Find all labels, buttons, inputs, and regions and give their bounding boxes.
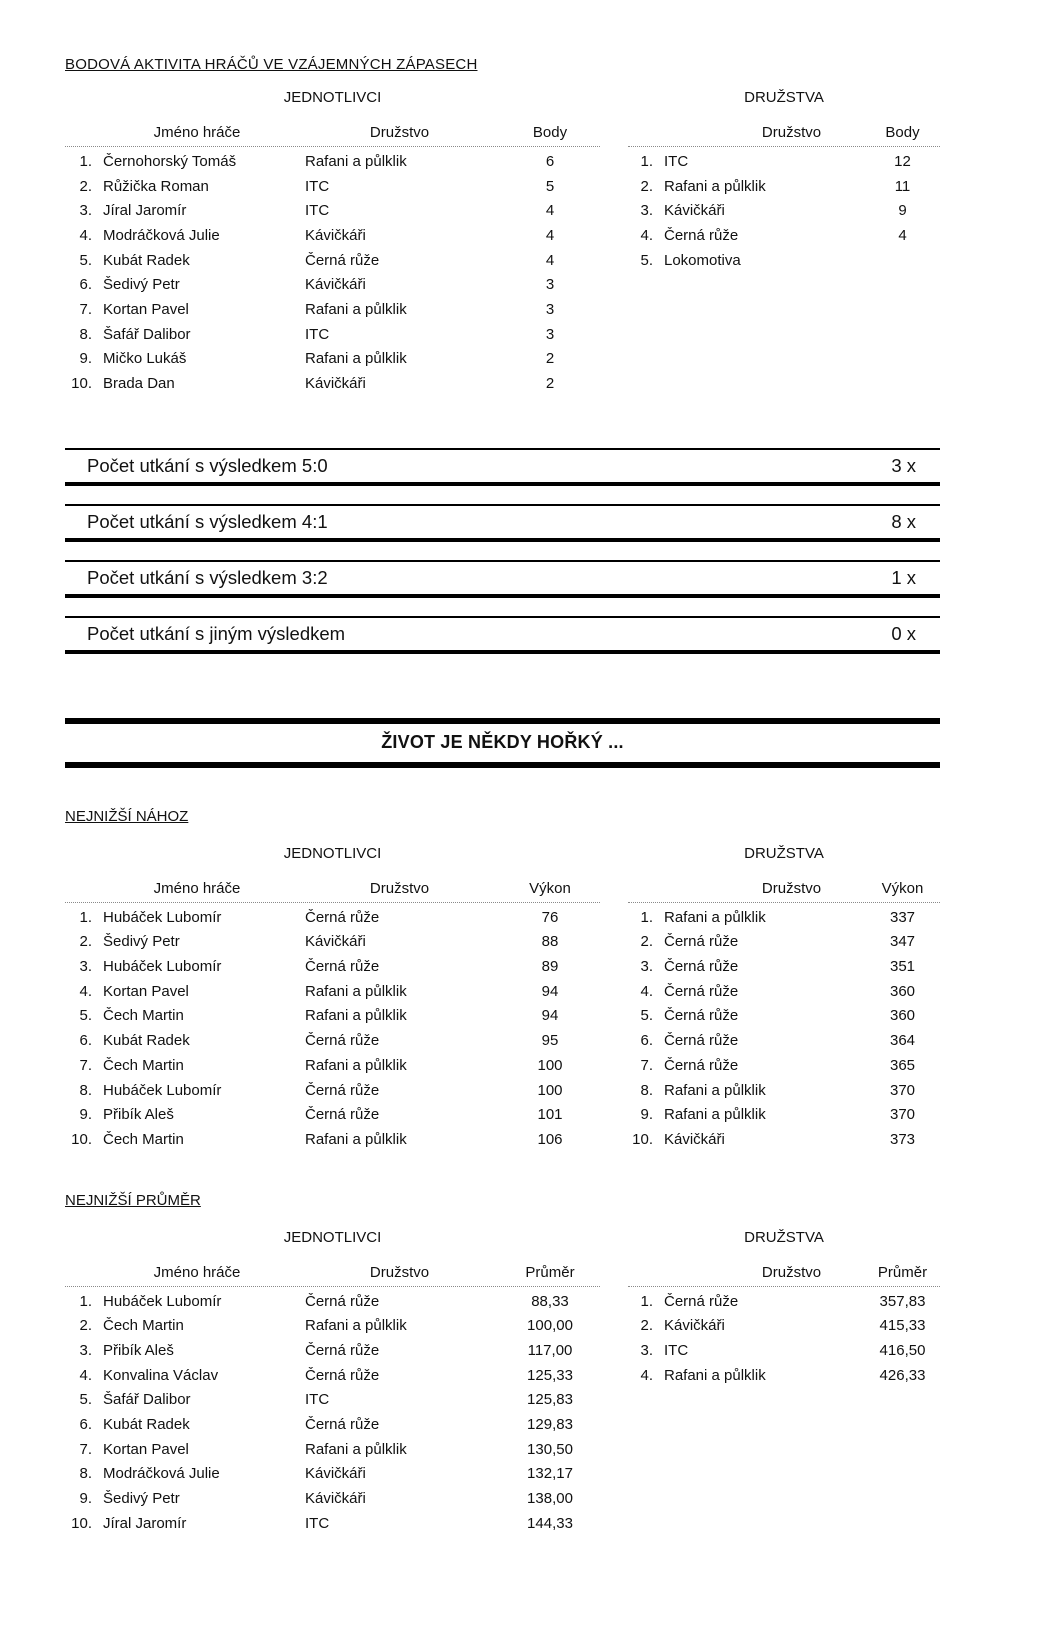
table-row <box>65 1486 600 1511</box>
table-row <box>65 1004 600 1029</box>
row-value: 94 <box>541 982 559 1000</box>
row-rank: 4. <box>640 1366 653 1384</box>
row-rank: 7. <box>79 300 92 318</box>
column-header-average: Průměr <box>877 1263 928 1281</box>
row-team: Rafani a půlklik <box>305 300 407 318</box>
row-value: 101 <box>537 1106 563 1124</box>
row-value: 347 <box>889 933 916 951</box>
row-team: ITC <box>305 325 330 343</box>
row-team: Černá růže <box>305 1341 380 1359</box>
column-header-player-name: Jméno hráče <box>153 1263 241 1281</box>
table-row <box>628 198 940 223</box>
banner-row <box>65 448 940 486</box>
table-row <box>65 322 600 347</box>
row-value: 129,83 <box>527 1416 573 1434</box>
table-row <box>628 905 940 930</box>
table-row <box>65 371 600 396</box>
row-team: Černá růže <box>305 958 380 976</box>
row-player-name: Kortan Pavel <box>103 300 189 318</box>
average-individuals-table <box>65 1264 600 1536</box>
throw-teams-table <box>628 880 940 1152</box>
row-rank: 3. <box>640 202 653 220</box>
row-player-name: Kubát Radek <box>103 1032 190 1050</box>
row-team: Kávičkáři <box>305 1465 366 1483</box>
row-rank: 8. <box>79 1465 92 1483</box>
table-row <box>65 1363 600 1388</box>
row-rank: 7. <box>79 1440 92 1458</box>
row-rank: 5. <box>640 1007 653 1025</box>
throw-teams-column <box>628 845 940 1152</box>
row-value: 125,83 <box>527 1391 573 1409</box>
row-player-name: Hubáček Lubomír <box>103 908 222 926</box>
table-row <box>65 1462 600 1487</box>
table-row <box>65 1388 600 1413</box>
row-team: Kávičkáři <box>664 1130 725 1148</box>
row-rank: 10. <box>71 1514 92 1532</box>
table-row <box>65 1028 600 1053</box>
throw-individuals-table <box>65 880 600 1152</box>
row-rank: 9. <box>79 1106 92 1124</box>
section-divider-title: ŽIVOT JE NĚKDY HOŘKÝ ... <box>65 718 940 768</box>
row-team: Černá růže <box>664 933 739 951</box>
row-value: 364 <box>889 1032 916 1050</box>
column-header-team: Družstvo <box>369 124 430 141</box>
row-player-name: Hubáček Lubomír <box>103 958 222 976</box>
row-value: 100 <box>537 1081 563 1099</box>
row-team: ITC <box>305 177 330 195</box>
row-value: 100 <box>537 1056 563 1074</box>
row-rank: 2. <box>79 1317 92 1335</box>
row-value: 416,50 <box>879 1341 926 1359</box>
banner-row <box>65 560 940 598</box>
table-row <box>628 1004 940 1029</box>
row-team: Černá růže <box>305 1032 380 1050</box>
table-header-row <box>65 1264 600 1287</box>
row-team: Rafani a půlklik <box>305 350 407 368</box>
lowest-throw-section <box>65 845 940 1152</box>
table-row <box>628 174 940 199</box>
table-row <box>65 1511 600 1536</box>
row-rank: 4. <box>79 1366 92 1384</box>
table-row <box>65 248 600 273</box>
row-player-name: Šedivý Petr <box>103 1490 180 1508</box>
row-rank: 5. <box>640 251 653 269</box>
row-player-name: Kortan Pavel <box>103 982 189 1000</box>
table-row <box>65 1338 600 1363</box>
row-value: 2 <box>545 350 555 368</box>
row-team: ITC <box>305 1514 330 1532</box>
row-value: 132,17 <box>527 1465 573 1483</box>
table-row <box>628 1313 940 1338</box>
row-value: 370 <box>889 1106 916 1124</box>
banner-label: Počet utkání s výsledkem 3:2 <box>87 566 328 588</box>
row-value: 426,33 <box>879 1366 926 1384</box>
row-rank: 4. <box>79 226 92 244</box>
table-row <box>628 1102 940 1127</box>
teams-heading: DRUŽSTVA <box>744 844 824 862</box>
row-rank: 4. <box>79 982 92 1000</box>
row-team: Rafani a půlklik <box>664 1106 766 1124</box>
table-row <box>65 1102 600 1127</box>
row-team: Rafani a půlklik <box>305 1130 407 1148</box>
table-row <box>628 223 940 248</box>
table-row <box>628 979 940 1004</box>
table-row <box>65 149 600 174</box>
table-row <box>65 1412 600 1437</box>
row-value: 3 <box>545 325 555 343</box>
row-rank: 4. <box>640 982 653 1000</box>
row-player-name: Šedivý Petr <box>103 276 180 294</box>
row-rank: 1. <box>640 908 653 926</box>
row-rank: 5. <box>79 251 92 269</box>
row-team: Rafani a půlklik <box>305 982 407 1000</box>
row-player-name: Černohorský Tomáš <box>103 152 237 170</box>
row-player-name: Šafář Dalibor <box>103 1391 191 1409</box>
row-player-name: Šedivý Petr <box>103 933 180 951</box>
row-value: 4 <box>545 202 555 220</box>
row-team: Černá růže <box>664 1292 739 1310</box>
table-header-row <box>628 124 940 147</box>
table-row <box>628 930 940 955</box>
row-team: Lokomotiva <box>664 251 741 269</box>
row-team: Rafani a půlklik <box>305 152 407 170</box>
row-rank: 10. <box>632 1130 653 1148</box>
column-header-team: Družstvo <box>761 879 822 897</box>
row-player-name: Přibík Aleš <box>103 1106 174 1124</box>
row-player-name: Modráčková Julie <box>103 226 220 244</box>
row-team: ITC <box>664 1341 689 1359</box>
points-teams-table <box>628 124 940 272</box>
banner-value: 1 x <box>891 566 916 588</box>
table-row <box>628 248 940 273</box>
row-player-name: Kubát Radek <box>103 1416 190 1434</box>
row-team: Kávičkáři <box>305 933 366 951</box>
column-header-performance: Výkon <box>529 879 571 897</box>
average-teams-column <box>628 1229 940 1536</box>
row-player-name: Jíral Jaromír <box>103 1514 187 1532</box>
column-header-player-name: Jméno hráče <box>153 879 241 897</box>
column-header-average: Průměr <box>525 1263 575 1281</box>
table-body <box>65 1289 600 1536</box>
banner-value: 8 x <box>891 510 916 532</box>
table-row <box>628 1363 940 1388</box>
row-value: 76 <box>541 908 559 926</box>
row-rank: 3. <box>79 1341 92 1359</box>
row-player-name: Šafář Dalibor <box>103 325 191 343</box>
banner-value: 3 x <box>891 454 916 476</box>
average-individuals-column <box>65 1229 600 1536</box>
row-team: ITC <box>305 202 330 220</box>
row-team: Černá růže <box>305 251 380 269</box>
row-rank: 2. <box>640 177 653 195</box>
banner-row <box>65 616 940 654</box>
column-header-player-name: Jméno hráče <box>153 124 241 141</box>
row-team: Černá růže <box>664 1032 739 1050</box>
table-row <box>65 1437 600 1462</box>
lowest-throw-heading: NEJNIŽŠÍ NÁHOZ <box>65 807 189 825</box>
table-row <box>65 1313 600 1338</box>
row-rank: 6. <box>79 276 92 294</box>
row-team: Kávičkáři <box>305 226 366 244</box>
row-team: Kávičkáři <box>664 202 725 220</box>
column-header-team: Družstvo <box>369 1263 430 1281</box>
row-rank: 6. <box>79 1416 92 1434</box>
row-value: 106 <box>537 1130 563 1148</box>
points-individuals-column <box>65 89 600 396</box>
row-value: 337 <box>889 908 916 926</box>
table-row <box>628 1127 940 1152</box>
row-player-name: Konvalina Václav <box>103 1366 219 1384</box>
points-activity-section <box>65 89 940 396</box>
row-team: Černá růže <box>305 1292 380 1310</box>
row-rank: 5. <box>79 1391 92 1409</box>
banner-label: Počet utkání s jiným výsledkem <box>87 622 346 644</box>
row-team: Černá růže <box>305 1106 380 1124</box>
row-value: 88,33 <box>531 1292 569 1310</box>
individuals-heading: JEDNOTLIVCI <box>283 844 382 862</box>
row-rank: 6. <box>640 1032 653 1050</box>
row-value: 3 <box>545 300 555 318</box>
row-value: 415,33 <box>879 1317 926 1335</box>
column-header-team: Družstvo <box>761 1263 822 1281</box>
row-rank: 3. <box>79 202 92 220</box>
row-team: Černá růže <box>664 958 739 976</box>
points-teams-column <box>628 89 940 396</box>
row-rank: 8. <box>79 1081 92 1099</box>
row-player-name: Čech Martin <box>103 1130 184 1148</box>
row-value: 360 <box>889 982 916 1000</box>
row-team: Černá růže <box>664 982 739 1000</box>
row-player-name: Jíral Jaromír <box>103 202 187 220</box>
table-row <box>628 149 940 174</box>
row-player-name: Kortan Pavel <box>103 1440 189 1458</box>
row-team: Černá růže <box>664 226 739 244</box>
row-player-name: Hubáček Lubomír <box>103 1292 222 1310</box>
row-value: 351 <box>889 958 916 976</box>
row-rank: 9. <box>79 350 92 368</box>
table-row <box>628 1289 940 1314</box>
row-player-name: Růžička Roman <box>103 177 209 195</box>
row-team: Kávičkáři <box>664 1317 725 1335</box>
row-team: Černá růže <box>305 908 380 926</box>
table-row <box>65 174 600 199</box>
row-team: Černá růže <box>305 1081 380 1099</box>
row-rank: 3. <box>640 958 653 976</box>
row-team: Černá růže <box>664 1007 739 1025</box>
row-rank: 6. <box>79 1032 92 1050</box>
table-row <box>65 1078 600 1103</box>
row-team: Černá růže <box>305 1366 380 1384</box>
row-rank: 2. <box>79 933 92 951</box>
row-player-name: Přibík Aleš <box>103 1341 174 1359</box>
table-row <box>628 1053 940 1078</box>
row-value: 360 <box>889 1007 916 1025</box>
row-rank: 1. <box>640 1292 653 1310</box>
row-player-name: Kubát Radek <box>103 251 190 269</box>
row-rank: 2. <box>640 1317 653 1335</box>
row-value: 365 <box>889 1056 916 1074</box>
row-player-name: Modráčková Julie <box>103 1465 220 1483</box>
table-row <box>65 198 600 223</box>
row-rank: 1. <box>79 1292 92 1310</box>
points-individuals-table <box>65 124 600 396</box>
row-team: Kávičkáři <box>305 276 366 294</box>
table-header-row <box>628 1264 940 1287</box>
row-team: Kávičkáři <box>305 375 366 393</box>
banner-label: Počet utkání s výsledkem 4:1 <box>87 510 328 532</box>
column-header-points: Body <box>532 124 568 141</box>
column-header-points: Body <box>885 124 920 141</box>
row-team: Rafani a půlklik <box>305 1440 407 1458</box>
table-header-row <box>65 124 600 147</box>
row-rank: 8. <box>79 325 92 343</box>
column-header-team: Družstvo <box>761 124 822 141</box>
row-value: 89 <box>541 958 559 976</box>
lowest-average-section <box>65 1229 940 1536</box>
row-value: 125,33 <box>527 1366 573 1384</box>
table-header-row <box>65 880 600 903</box>
row-rank: 1. <box>79 908 92 926</box>
row-value: 357,83 <box>879 1292 926 1310</box>
row-team: Černá růže <box>664 1056 739 1074</box>
row-value: 9 <box>898 202 907 220</box>
table-body <box>65 149 600 396</box>
row-team: Rafani a půlklik <box>664 1081 766 1099</box>
column-header-performance: Výkon <box>881 879 924 897</box>
row-value: 100,00 <box>527 1317 573 1335</box>
row-team: ITC <box>305 1391 330 1409</box>
table-row <box>65 905 600 930</box>
table-row <box>628 954 940 979</box>
row-rank: 5. <box>79 1007 92 1025</box>
row-rank: 1. <box>79 152 92 170</box>
row-value: 95 <box>541 1032 559 1050</box>
match-result-counters <box>65 448 940 654</box>
row-value: 12 <box>894 152 911 170</box>
column-header-team: Družstvo <box>369 879 430 897</box>
row-player-name: Mičko Lukáš <box>103 350 187 368</box>
banner-row <box>65 504 940 542</box>
table-row <box>65 1289 600 1314</box>
banner-label: Počet utkání s výsledkem 5:0 <box>87 454 328 476</box>
row-team: Rafani a půlklik <box>664 1366 766 1384</box>
table-row <box>628 1078 940 1103</box>
teams-heading: DRUŽSTVA <box>744 1228 824 1246</box>
row-value: 4 <box>898 226 907 244</box>
banner-value: 0 x <box>891 622 916 644</box>
row-player-name: Brada Dan <box>103 375 175 393</box>
individuals-heading: JEDNOTLIVCI <box>283 89 382 106</box>
row-team: Kávičkáři <box>305 1490 366 1508</box>
row-rank: 10. <box>71 375 92 393</box>
table-header-row <box>628 880 940 903</box>
row-team: Černá růže <box>305 1416 380 1434</box>
row-player-name: Hubáček Lubomír <box>103 1081 222 1099</box>
row-rank: 2. <box>640 933 653 951</box>
page-title: BODOVÁ AKTIVITA HRÁČŮ VE VZÁJEMNÝCH ZÁPASECH <box>65 56 478 73</box>
row-team: Rafani a půlklik <box>664 908 766 926</box>
row-rank: 10. <box>71 1130 92 1148</box>
row-rank: 2. <box>79 177 92 195</box>
row-value: 144,33 <box>527 1514 573 1532</box>
table-row <box>65 930 600 955</box>
table-row <box>65 297 600 322</box>
row-value: 88 <box>541 933 559 951</box>
row-rank: 7. <box>640 1056 653 1074</box>
row-rank: 9. <box>79 1490 92 1508</box>
row-value: 6 <box>545 152 555 170</box>
row-value: 4 <box>545 226 555 244</box>
row-rank: 8. <box>640 1081 653 1099</box>
table-row <box>65 347 600 372</box>
row-team: Rafani a půlklik <box>305 1056 407 1074</box>
table-row <box>65 954 600 979</box>
table-row <box>628 1338 940 1363</box>
row-player-name: Čech Martin <box>103 1317 184 1335</box>
row-team: Rafani a půlklik <box>305 1317 407 1335</box>
row-value: 117,00 <box>527 1341 573 1359</box>
table-row <box>65 223 600 248</box>
table-body <box>628 905 940 1152</box>
row-team: Rafani a půlklik <box>305 1007 407 1025</box>
row-rank: 3. <box>79 958 92 976</box>
row-player-name: Čech Martin <box>103 1056 184 1074</box>
row-team: Rafani a půlklik <box>664 177 766 195</box>
row-player-name: Čech Martin <box>103 1007 184 1025</box>
row-value: 5 <box>545 177 555 195</box>
row-value: 138,00 <box>527 1490 573 1508</box>
individuals-heading: JEDNOTLIVCI <box>283 1228 382 1246</box>
table-row <box>628 1028 940 1053</box>
row-rank: 4. <box>640 226 653 244</box>
table-body <box>628 149 940 272</box>
row-value: 2 <box>545 375 555 393</box>
average-teams-table <box>628 1264 940 1388</box>
throw-individuals-column <box>65 845 600 1152</box>
table-row <box>65 979 600 1004</box>
row-rank: 3. <box>640 1341 653 1359</box>
row-value: 4 <box>545 251 555 269</box>
row-value: 94 <box>541 1007 559 1025</box>
table-row <box>65 272 600 297</box>
lowest-average-heading: NEJNIŽŠÍ PRŮMĚR <box>65 1191 201 1209</box>
table-body <box>65 905 600 1152</box>
row-value: 130,50 <box>527 1440 573 1458</box>
row-value: 373 <box>889 1130 916 1148</box>
row-rank: 7. <box>79 1056 92 1074</box>
row-team: ITC <box>664 152 689 170</box>
row-rank: 1. <box>640 152 653 170</box>
row-value: 3 <box>545 276 555 294</box>
table-body <box>628 1289 940 1388</box>
row-value: 11 <box>894 177 911 195</box>
table-row <box>65 1127 600 1152</box>
row-value: 370 <box>889 1081 916 1099</box>
table-row <box>65 1053 600 1078</box>
row-rank: 9. <box>640 1106 653 1124</box>
teams-heading: DRUŽSTVA <box>744 89 824 106</box>
